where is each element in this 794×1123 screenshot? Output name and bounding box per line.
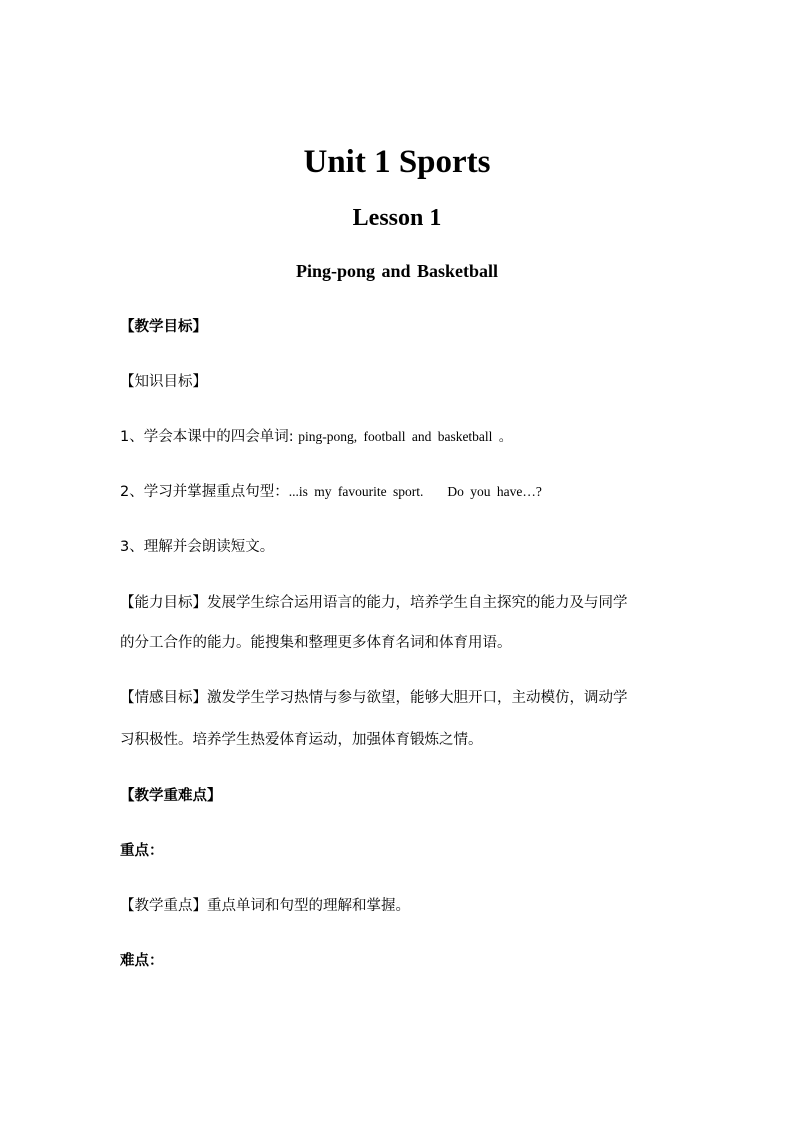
key-difficult-heading: 【教学重难点】 <box>120 788 222 804</box>
objective-item-3: 3、理解并会朗读短文。 <box>120 539 275 555</box>
ability-objective-line-2: 的分工合作的能力。能搜集和整理更多体育名词和体育用语。 <box>120 635 512 651</box>
key-points-label: 重点： <box>120 843 164 859</box>
difficult-points-label: 难点： <box>120 953 164 969</box>
knowledge-heading: 【知识目标】 <box>120 374 207 390</box>
lesson-title: Lesson 1 <box>352 205 442 231</box>
unit-title: Unit 1 Sports <box>303 144 491 180</box>
objective-item-1-words: ping-pong, football and basketball 。 <box>298 429 513 444</box>
sentence-pattern-2: Do you have…? <box>447 484 542 499</box>
emotion-objective-line-1: 【情感目标】激发学生学习热情与参与欲望，能够大胆开口，主动模仿，调动学 <box>120 690 628 706</box>
ability-objective-line-1: 【能力目标】发展学生综合运用语言的能力，培养学生自主探究的能力及与同学 <box>120 595 628 611</box>
objective-item-2 <box>120 481 690 503</box>
objectives-heading: 【教学目标】 <box>120 319 207 335</box>
sentence-pattern-1: ...is my favourite sport. <box>288 484 424 499</box>
objective-item-1 <box>120 426 690 448</box>
objective-item-2-text: 2、学习并掌握重点句型： <box>120 484 289 500</box>
objective-item-1-text: 1、学会本课中的四会单词: <box>120 429 299 445</box>
emotion-objective-line-2: 习积极性。培养学生热爱体育运动，加强体育锻炼之情。 <box>120 732 483 748</box>
lesson-subtitle: Ping-pong and Basketball <box>295 261 499 281</box>
key-points-content: 【教学重点】重点单词和句型的理解和掌握。 <box>120 898 410 914</box>
